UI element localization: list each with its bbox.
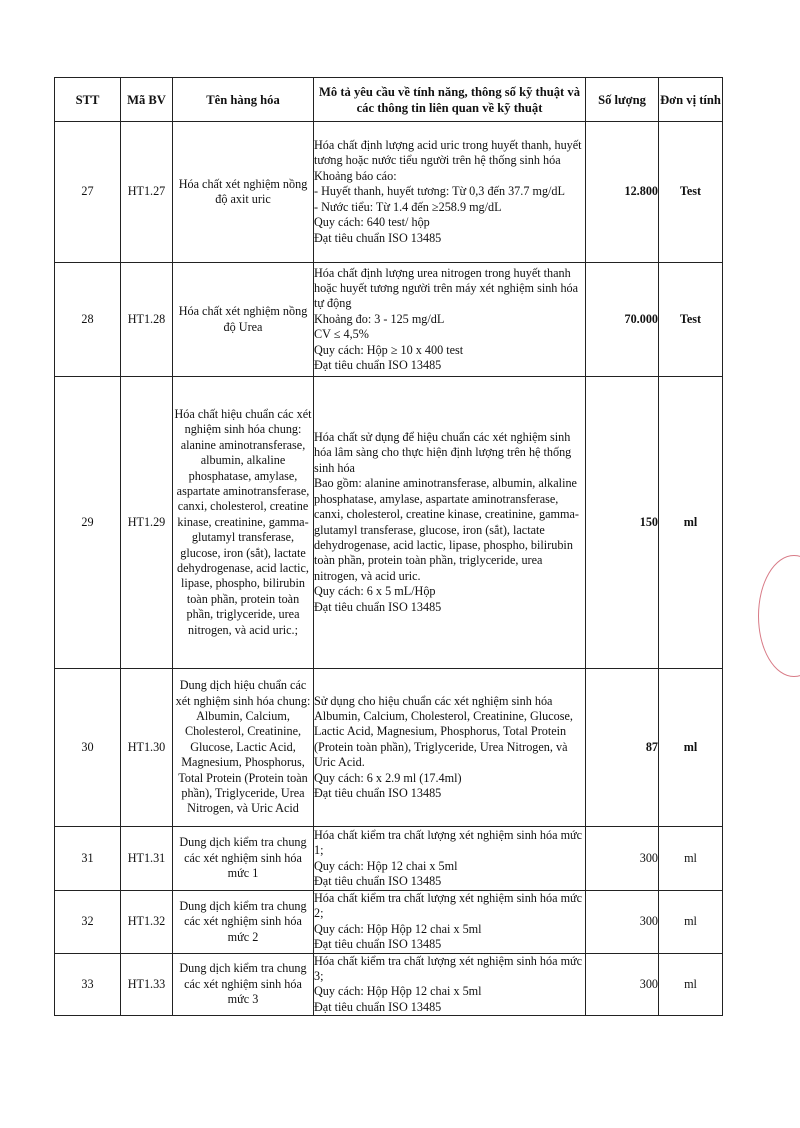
row-mo-ta: Hóa chất kiểm tra chất lượng xét nghiệm sinh hóa mức 3; Quy cách: Hộp Hộp 12 chai x 5ml Đạt tiêu chuẩn ISO 13485 (314, 953, 586, 1016)
row-mo-ta: Hóa chất kiểm tra chất lượng xét nghiệm sinh hóa mức 1; Quy cách: Hộp 12 chai x 5ml Đạt tiêu chuẩn ISO 13485 (314, 827, 586, 891)
row-ma-bv: HT1.32 (121, 891, 173, 954)
row-ma-bv: HT1.33 (121, 953, 173, 1016)
row-don-vi: ml (659, 669, 723, 827)
row-ma-bv: HT1.27 (121, 122, 173, 263)
row-so-luong: 300 (586, 891, 659, 954)
row-don-vi: ml (659, 891, 723, 954)
row-ten-hang-hoa: Dung dịch hiệu chuẩn các xét nghiệm sinh hóa chung: Albumin, Calcium, Cholesterol, Creatinine, Glucose, Lactic Acid, Magnesium, Phosphorus, Total Protein (Protein toàn phần), Triglyceride, Urea Nitrogen, và Uric Acid (173, 669, 314, 827)
row-mo-ta: Hóa chất định lượng urea nitrogen trong huyết thanh hoặc huyết tương người trên máy xét nghiệm sinh hóa tự động Khoảng đo: 3 - 125 mg/dL CV ≤ 4,5% Quy cách: Hộp ≥ 10 x 400 test Đạt tiêu chuẩn ISO 13485 (314, 263, 586, 377)
header-ten-hang-hoa: Tên hàng hóa (173, 78, 314, 122)
table-row (55, 669, 723, 827)
row-so-luong: 87 (586, 669, 659, 827)
spec-table (54, 77, 723, 1016)
row-don-vi: ml (659, 953, 723, 1016)
table-row (55, 891, 723, 954)
row-so-luong: 300 (586, 953, 659, 1016)
row-mo-ta: Hóa chất định lượng acid uric trong huyết thanh, huyết tương hoặc nước tiểu người trên hệ thống sinh hóa Khoảng báo cáo: - Huyết thanh, huyết tương: Từ 0,3 đến 37.7 mg/dL - Nước tiểu: Từ 1.4 đến ≥258.9 mg/dL Quy cách: 640 test/ hộp Đạt tiêu chuẩn ISO 13485 (314, 122, 586, 263)
row-ten-hang-hoa: Hóa chất xét nghiệm nồng độ axit uric (173, 122, 314, 263)
row-stt: 28 (55, 263, 121, 377)
row-stt: 27 (55, 122, 121, 263)
row-ma-bv: HT1.28 (121, 263, 173, 377)
row-ma-bv: HT1.29 (121, 377, 173, 669)
red-stamp-seal (758, 555, 800, 677)
row-ten-hang-hoa: Dung dịch kiểm tra chung các xét nghiệm sinh hóa mức 3 (173, 953, 314, 1016)
table-row (55, 953, 723, 1016)
header-row (55, 78, 723, 122)
row-ten-hang-hoa: Hóa chất hiệu chuẩn các xét nghiệm sinh hóa chung: alanine aminotransferase, albumin, alkaline phosphatase, amylase, aspartate aminotransferase, canxi, cholesterol, creatine kinase, creatinine, gamma-glutamyl transferase, glucose, iron (sắt), lactate dehydrogenase, acid lactic, lipase, phospho, bilirubin toàn phần, protein toàn phần, triglyceride, urea nitrogen, và acid uric.; (173, 377, 314, 669)
row-so-luong: 12.800 (586, 122, 659, 263)
row-mo-ta: Hóa chất kiểm tra chất lượng xét nghiệm sinh hóa mức 2; Quy cách: Hộp Hộp 12 chai x 5ml Đạt tiêu chuẩn ISO 13485 (314, 891, 586, 954)
row-ten-hang-hoa: Dung dịch kiểm tra chung các xét nghiệm sinh hóa mức 2 (173, 891, 314, 954)
row-so-luong: 300 (586, 827, 659, 891)
row-stt: 30 (55, 669, 121, 827)
header-don-vi: Đơn vị tính (659, 78, 723, 122)
row-stt: 32 (55, 891, 121, 954)
row-mo-ta: Sử dụng cho hiệu chuẩn các xét nghiệm sinh hóa Albumin, Calcium, Cholesterol, Creatinine, Glucose, Lactic Acid, Magnesium, Phosphorus, Total Protein (Protein toàn phần), Triglyceride, Urea Nitrogen, và Uric Acid. Quy cách: 6 x 2.9 ml (17.4ml) Đạt tiêu chuẩn ISO 13485 (314, 669, 586, 827)
header-ma-bv: Mã BV (121, 78, 173, 122)
row-mo-ta: Hóa chất sử dụng để hiệu chuẩn các xét nghiệm sinh hóa lâm sàng cho thực hiện định lượng trên hệ thống sinh hóa Bao gồm: alanine aminotransferase, albumin, alkaline phosphatase, amylase, aspartate aminotransferase, canxi, cholesterol, creatine kinase, creatinine, gamma-glutamyl transferase, glucose, iron (sắt), lactate dehydrogenase, acid lactic, lipase, phospho, bilirubin toàn phần, protein toàn phần, triglyceride, urea nitrogen, và acid uric. Quy cách: 6 x 5 mL/Hộp Đạt tiêu chuẩn ISO 13485 (314, 377, 586, 669)
table-row (55, 827, 723, 891)
table-row (55, 377, 723, 669)
table-row (55, 263, 723, 377)
row-don-vi: Test (659, 263, 723, 377)
row-so-luong: 70.000 (586, 263, 659, 377)
row-stt: 31 (55, 827, 121, 891)
row-don-vi: ml (659, 377, 723, 669)
row-don-vi: Test (659, 122, 723, 263)
row-don-vi: ml (659, 827, 723, 891)
table-row (55, 122, 723, 263)
row-ma-bv: HT1.30 (121, 669, 173, 827)
header-so-luong: Số lượng (586, 78, 659, 122)
header-stt: STT (55, 78, 121, 122)
row-ten-hang-hoa: Dung dịch kiểm tra chung các xét nghiệm sinh hóa mức 1 (173, 827, 314, 891)
header-mo-ta: Mô tả yêu cầu về tính năng, thông số kỹ thuật và các thông tin liên quan về kỹ thuật (314, 78, 586, 122)
row-ma-bv: HT1.31 (121, 827, 173, 891)
row-stt: 29 (55, 377, 121, 669)
row-so-luong: 150 (586, 377, 659, 669)
row-ten-hang-hoa: Hóa chất xét nghiệm nồng độ Urea (173, 263, 314, 377)
row-stt: 33 (55, 953, 121, 1016)
